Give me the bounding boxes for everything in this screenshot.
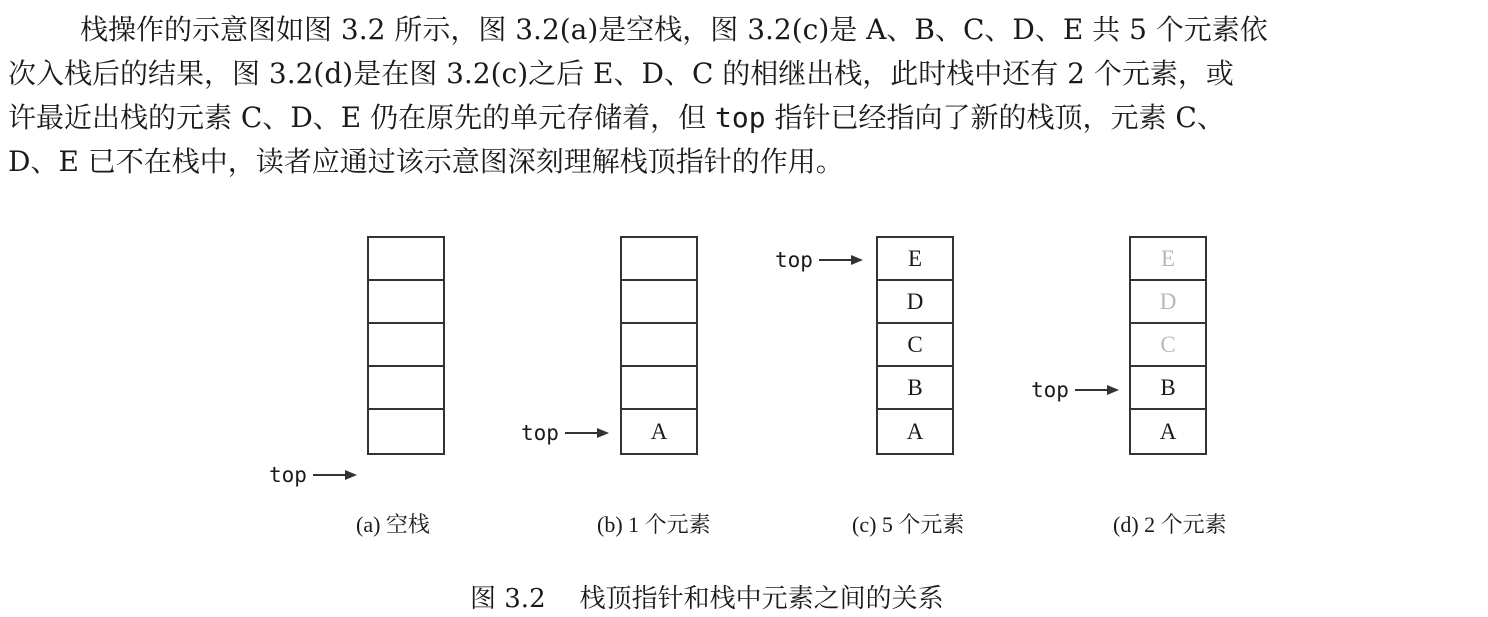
top-pointer-b <box>521 421 609 445</box>
paragraph-line-3-text-b: 指针已经指向了新的栈顶，元素 C、 <box>765 101 1225 134</box>
subcaption-b: (b) 1 个元素 <box>597 512 711 537</box>
top-pointer-d <box>1031 378 1119 402</box>
paragraph-line-1: 栈操作的示意图如图 3.2 所示，图 3.2(a)是空栈，图 3.2(c)是 A、B、C、D、E 共 5 个元素依 <box>80 13 1268 46</box>
arrow-right-icon <box>565 427 609 439</box>
arrow-right-icon <box>313 469 357 481</box>
stack-d-cell-2: D <box>1131 281 1205 324</box>
stack-a <box>367 236 445 455</box>
subcaption-a: (a) 空栈 <box>356 512 430 537</box>
stack-d-cell-5: A <box>1159 418 1177 444</box>
stack-d <box>1129 236 1207 455</box>
arrow-right-icon <box>1075 384 1119 396</box>
stack-b-cell-2 <box>622 281 696 324</box>
body-paragraph <box>8 8 1476 184</box>
top-pointer-c-label: top <box>775 248 813 272</box>
stack-a-cell-2 <box>369 281 443 324</box>
subcaption-c: (c) 5 个元素 <box>852 512 965 537</box>
stack-a-cell-5 <box>369 410 443 453</box>
stack-d-cell-3: C <box>1131 324 1205 367</box>
paragraph-line-3-text-a: 许最近出栈的元素 C、D、E 仍在原先的单元存储着，但 <box>8 101 716 134</box>
paragraph-line-3 <box>8 96 1476 140</box>
stack-c-cell-2: D <box>878 281 952 324</box>
paragraph-line-4: D、E 已不在栈中，读者应通过该示意图深刻理解栈顶指针的作用。 <box>8 145 844 178</box>
stack-c-cell-4: B <box>878 367 952 410</box>
stack-d-cell-1: E <box>1131 238 1205 281</box>
stack-b <box>620 236 698 455</box>
top-pointer-b-label: top <box>521 421 559 445</box>
top-pointer-c <box>775 248 863 272</box>
stack-b-cell-5: A <box>650 418 668 444</box>
stack-b-cell-1 <box>622 238 696 281</box>
figure-caption <box>470 578 944 615</box>
stack-a-cell-4 <box>369 367 443 410</box>
stack-c <box>876 236 954 455</box>
inline-code-top: top <box>715 101 766 134</box>
stack-c-cell-3: C <box>878 324 952 367</box>
figure-caption-text: 栈顶指针和栈中元素之间的关系 <box>579 584 944 614</box>
subcaption-d: (d) 2 个元素 <box>1113 512 1227 537</box>
stack-d-cell-4: B <box>1131 367 1205 410</box>
stack-a-cell-3 <box>369 324 443 367</box>
top-pointer-a <box>269 463 357 487</box>
arrow-right-icon <box>819 254 863 266</box>
stack-c-cell-1: E <box>878 238 952 281</box>
stack-b-cell-3 <box>622 324 696 367</box>
figure-caption-number: 图 3.2 <box>470 584 546 614</box>
top-pointer-a-label: top <box>269 463 307 487</box>
top-pointer-d-label: top <box>1031 378 1069 402</box>
stack-c-cell-5: A <box>906 418 924 444</box>
paragraph-line-2: 次入栈后的结果，图 3.2(d)是在图 3.2(c)之后 E、D、C 的相继出栈，此时栈中还有 2 个元素，或 <box>8 57 1234 90</box>
stack-a-cell-1 <box>369 238 443 281</box>
stack-b-cell-4 <box>622 367 696 410</box>
